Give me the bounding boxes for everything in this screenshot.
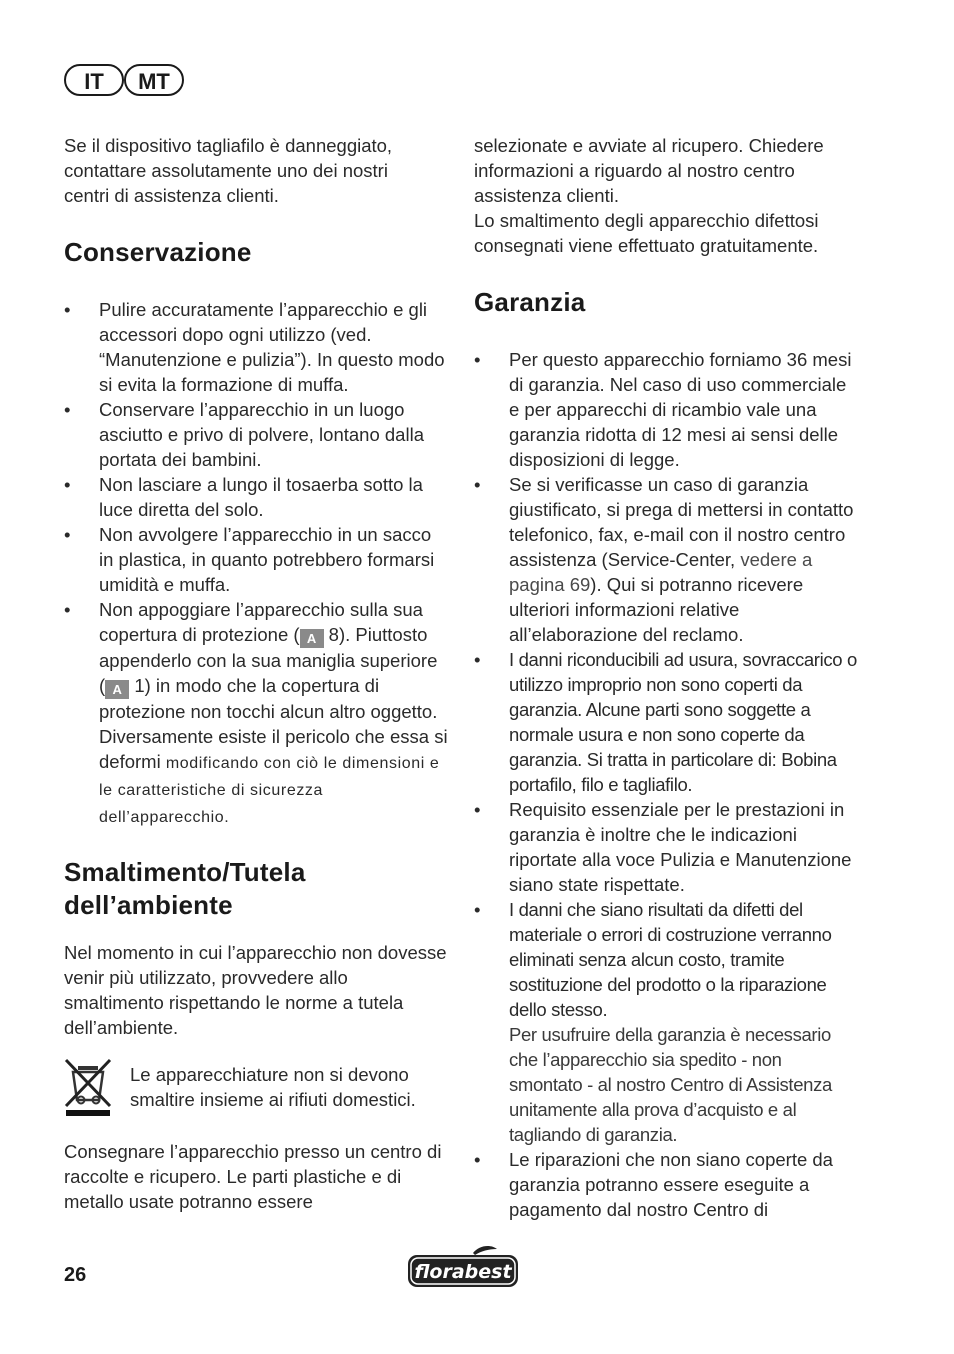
list-item: • Pulire accuratamente l’apparecchio e gli accessori dopo ogni utilizzo (ved. “Manutenzione e pulizia”). In questo modo si evita la formazione di muffa. [64, 299, 445, 395]
storage-list [64, 297, 448, 830]
list-item: • Le riparazioni che non siano coperte da garanzia potranno essere eseguite a pagamento dal nostro Centro di [474, 1149, 833, 1220]
storage-heading: Conservazione [64, 237, 252, 267]
list-item: • Non lasciare a lungo il tosaerba sotto la luce diretta del solo. [64, 474, 423, 520]
intro-paragraph: Se il dispositivo tagliafilo è danneggiato, contattare assolutamente uno dei nostri centri di assistenza clienti. [64, 135, 393, 206]
list-item: • Non appoggiare l’apparecchio sulla sua copertura di protezione ( A 8). Piuttosto appenderlo con la sua maniglia superiore ( A 1) in modo che la copertura di protezione non tocchi alcun altro oggetto. Diversamente esiste il pericolo che essa si deformi modificando con ciò le dimensioni e le caratteristiche di sicurezza dell’apparecchio. [64, 599, 448, 826]
disposal-paragraph: Nel momento in cui l’apparecchio non dovesse venir più utilizzato, provvedere allo smaltimento rispettando le norme a tutela dell’ambiente. [64, 942, 447, 1038]
list-item: • Requisito essenziale per le prestazioni in garanzia è inoltre che le indicazioni riportate alla voce Pulizia e Manutenzione siano state rispettate. [474, 799, 852, 895]
warranty-list [474, 347, 858, 1222]
florabest-logo [405, 1245, 521, 1291]
disposal-heading: Smaltimento/Tutela dell’ambiente [64, 857, 306, 920]
language-badges [64, 64, 184, 96]
list-item: • Conservare l’apparecchio in un luogo asciutto e privo di polvere, lontano dalla portata dei bambini. [64, 399, 424, 470]
list-item: • I danni che siano risultati da difetti del materiale o errori di costruzione verranno eliminati senza alcun costo, tramite sostituzione del prodotto o la riparazione dello stesso. Per usufruire della garanzia è necessario che l’apparecchio sia spedito - non smontato - al nostro Centro di Assistenza unitamente alla prova d’acquisto e al tagliando di garanzia. [474, 899, 832, 1145]
list-item: • Non avvolgere l’apparecchio in un sacco in plastica, in quanto potrebbero formarsi umidità e muffa. [64, 524, 435, 595]
weee-text: Le apparecchiature non si devono smaltire insieme ai rifiuti domestici. [130, 1064, 416, 1110]
crossed-out-bin-icon [64, 1058, 114, 1116]
page-reference-link[interactable]: vedere a pagina 69 [509, 549, 813, 595]
weee-notice [64, 1062, 448, 1116]
page-number: 26 [64, 1264, 87, 1286]
lang-badge-mt: MT [124, 64, 184, 96]
disposal-continued: selezionate e avviate al ricupero. Chiedere informazioni a riguardo al nostro centro assistenza clienti. [474, 135, 824, 206]
left-column [64, 133, 448, 1214]
list-item: • I danni riconducibili ad usura, sovraccarico o utilizzo improprio non sono coperti da garanzia. Alcune parti sono soggette a normale usura e non sono coperte da garanzia. Si tratta in particolare di: Bobina portafilo, filo e tagliafilo. [474, 649, 857, 795]
figure-a-ref: A [105, 680, 129, 699]
warranty-heading: Garanzia [474, 287, 586, 317]
figure-a-ref: A [300, 629, 324, 648]
right-column [474, 133, 858, 1222]
list-item: • Se si verificasse un caso di garanzia giustificato, si prega di mettersi in contatto telefonico, fax, e-mail con il nostro centro assistenza (Service-Center, vedere a pagina 69). Qui si potranno ricevere ulteriori informazioni relative all’elaborazione del reclamo. [474, 474, 854, 645]
list-item: • Per questo apparecchio forniamo 36 mesi di garanzia. Nel caso di uso commerciale e per apparecchi di ricambio vale una garanzia ridotta di 12 mesi ai sensi delle disposizioni di legge. [474, 349, 852, 470]
lang-badge-it: IT [64, 64, 124, 96]
brand-name: florabest [414, 1261, 512, 1283]
disposal-free-note: Lo smaltimento degli apparecchio difettosi consegnati viene effettuato gratuitamente. [474, 210, 819, 256]
disposal-collection-paragraph: Consegnare l’apparecchio presso un centro di raccolte e ricupero. Le parti plastiche e di metallo usate potranno essere [64, 1141, 442, 1212]
